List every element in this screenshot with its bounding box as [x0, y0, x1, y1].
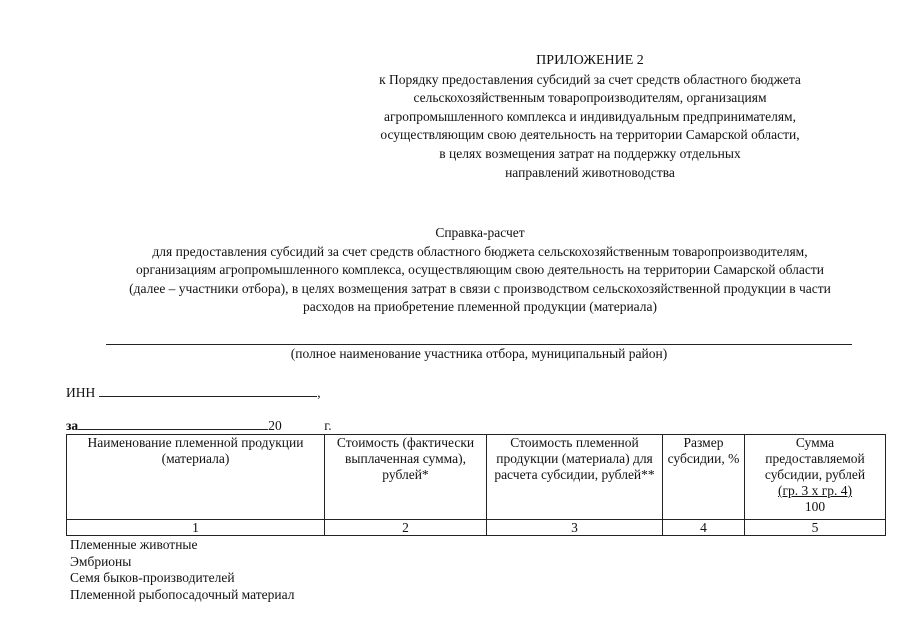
appendix-line: к Порядку предоставления субсидий за счет средств областного бюджета	[379, 71, 801, 87]
appendix-line: агропромышленного комплекса и индивидуальным предпринимателям,	[384, 108, 796, 124]
period-year-prefix: 20	[268, 418, 282, 433]
calculation-table	[66, 434, 886, 536]
appendix-line: сельскохозяйственным товаропроизводителям, организациям	[413, 90, 767, 106]
subsidy-formula: (гр. 3 х гр. 4)	[777, 483, 853, 498]
column-number: 1	[67, 520, 325, 536]
column-number: 4	[663, 520, 745, 536]
header-cell-subsidy-label: Сумма предоставляемой субсидии, рублей	[764, 435, 866, 482]
period-field	[66, 417, 332, 435]
column-number: 3	[487, 520, 663, 536]
certificate-line: организациям агропромышленного комплекса, осуществляющим свою деятельность на территории Самарской области	[135, 262, 824, 278]
header-cell: Размер субсидии, %	[663, 435, 745, 520]
header-cell: Стоимость (фактически выплаченная сумма), рублей*	[325, 435, 487, 520]
column-number: 2	[325, 520, 487, 536]
appendix-line: направлений животноводства	[505, 164, 675, 180]
appendix-header	[330, 52, 850, 182]
participant-caption: (полное наименование участника отбора, муниципальный район)	[290, 346, 668, 361]
certificate-title: Справка-расчет	[435, 225, 525, 240]
header-cell-subsidy	[745, 435, 886, 520]
certificate-line: (далее – участники отбора), в целях возмещения затрат в связи с производством сельскохозяйственной продукции в части	[129, 280, 831, 296]
inn-field	[66, 382, 321, 401]
header-cell: Наименование племенной продукции (материала)	[67, 435, 325, 520]
inn-suffix: ,	[317, 385, 321, 400]
period-year[interactable]	[268, 418, 318, 435]
period-label: за	[66, 418, 79, 433]
inn-blank[interactable]	[99, 382, 317, 397]
appendix-heading: ПРИЛОЖЕНИЕ 2	[536, 53, 644, 68]
subsidy-divisor: 100	[804, 499, 826, 514]
inn-label: ИНН	[66, 385, 96, 400]
period-blank[interactable]	[78, 417, 268, 430]
table-header-row	[67, 435, 886, 520]
list-item: Племенные животные	[70, 537, 198, 552]
header-cell: Стоимость племенной продукции (материала) для расчета субсидии, рублей**	[487, 435, 663, 520]
certificate-line: для предоставления субсидий за счет средств областного бюджета сельскохозяйственным товаропроизводителям,	[152, 243, 808, 259]
certificate-line: расходов на приобретение племенной продукции (материала)	[302, 299, 658, 315]
table-number-row	[67, 520, 886, 536]
period-year-suffix: г.	[324, 418, 332, 433]
appendix-line: в целях возмещения затрат на поддержку отдельных	[439, 145, 741, 161]
list-item: Племенной рыбопосадочный материал	[70, 586, 295, 602]
appendix-line: осуществляющим свою деятельность на территории Самарской области,	[380, 127, 800, 143]
participant-name-line[interactable]	[106, 344, 852, 345]
column-number: 5	[745, 520, 886, 536]
product-rows	[70, 537, 294, 603]
certificate-block	[60, 224, 900, 317]
list-item: Эмбрионы	[70, 553, 132, 569]
list-item: Семя быков-производителей	[70, 570, 235, 585]
